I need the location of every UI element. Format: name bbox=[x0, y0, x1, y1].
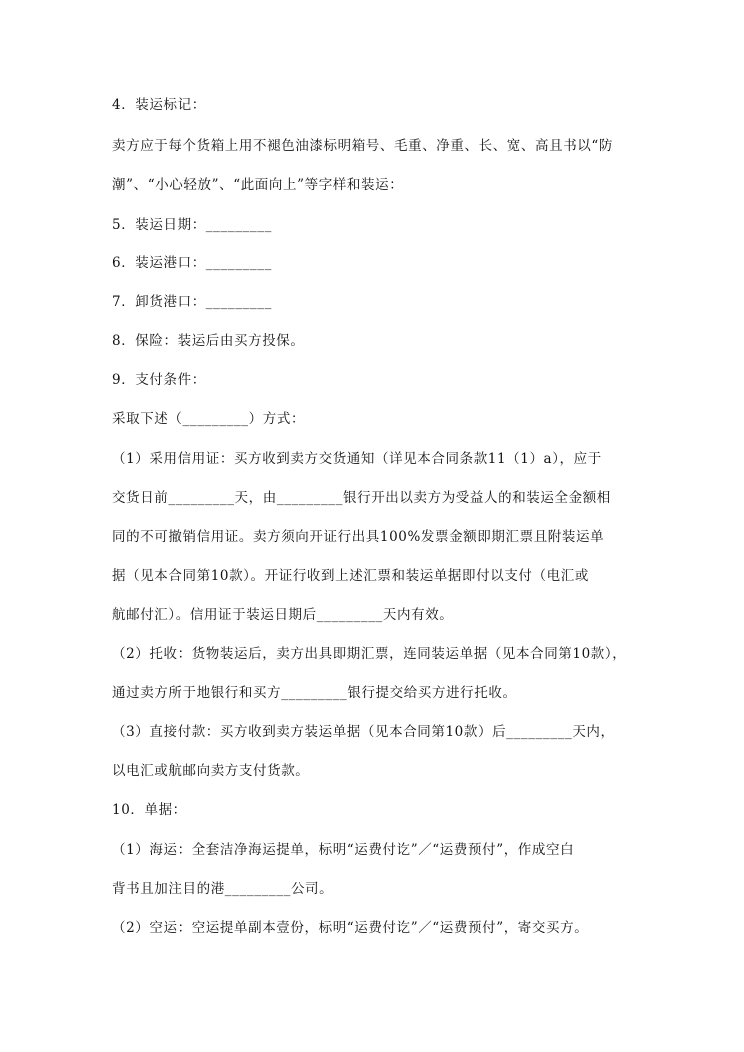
collection-line-2: 通过卖方所于地银行和买方_________银行提交给买方进行托收。 bbox=[112, 685, 517, 701]
letter-of-credit-line-1: （1）采用信用证：买方收到卖方交货通知（详见本合同条款11（1）a），应于 bbox=[112, 451, 602, 467]
section-4-heading: 4．装运标记： bbox=[112, 97, 206, 113]
shipping-mark-text-line-2: 潮”、“小心轻放”、“此面向上”等字样和装运： bbox=[112, 177, 404, 193]
ocean-shipping-line-1: （1）海运：全套洁净海运提单，标明“运费付讫”／“运费预付”，作成空白 bbox=[112, 842, 575, 858]
air-shipping-line: （2）空运：空运提单副本壹份，标明“运费付讫”／“运费预付”，寄交买方。 bbox=[112, 920, 589, 936]
shipping-mark-text-line-1: 卖方应于每个货箱上用不褪色油漆标明箱号、毛重、净重、长、宽、高且书以“防 bbox=[112, 138, 614, 154]
section-10-heading: 10．单据： bbox=[112, 802, 187, 818]
shipment-date-field: 5．装运日期：_________ bbox=[112, 217, 272, 233]
direct-payment-line-2: 以电汇或航邮向卖方支付货款。 bbox=[112, 763, 310, 779]
payment-method-field: 采取下述（_________）方式： bbox=[112, 411, 306, 427]
shipment-port-field: 6．装运港口：_________ bbox=[112, 255, 272, 271]
letter-of-credit-line-4: 据（见本合同第10款）。开证行收到上述汇票和装运单据即付以支付（电汇或 bbox=[112, 568, 589, 584]
section-9-heading: 9．支付条件： bbox=[112, 372, 206, 388]
direct-payment-line-1: （3）直接付款：买方收到卖方装运单据（见本合同第10款）后_________天内， bbox=[112, 724, 615, 740]
letter-of-credit-line-3: 同的不可撤销信用证。卖方须向开证行出具100%发票金额即期汇票且附装运单 bbox=[112, 529, 605, 545]
ocean-shipping-line-2: 背书且加注目的港_________公司。 bbox=[112, 881, 334, 897]
letter-of-credit-line-2: 交货日前_________天，由_________银行开出以卖方为受益人的和装运全金额相 bbox=[112, 490, 611, 506]
discharge-port-field: 7．卸货港口：_________ bbox=[112, 294, 272, 310]
insurance-clause: 8．保险：装运后由买方投保。 bbox=[112, 333, 305, 349]
letter-of-credit-line-5: 航邮付汇）。信用证于装运日期后_________天内有效。 bbox=[112, 607, 454, 623]
collection-line-1: （2）托收：货物装运后，卖方出具即期汇票，连同装运单据（见本合同第10款）， bbox=[112, 646, 627, 662]
